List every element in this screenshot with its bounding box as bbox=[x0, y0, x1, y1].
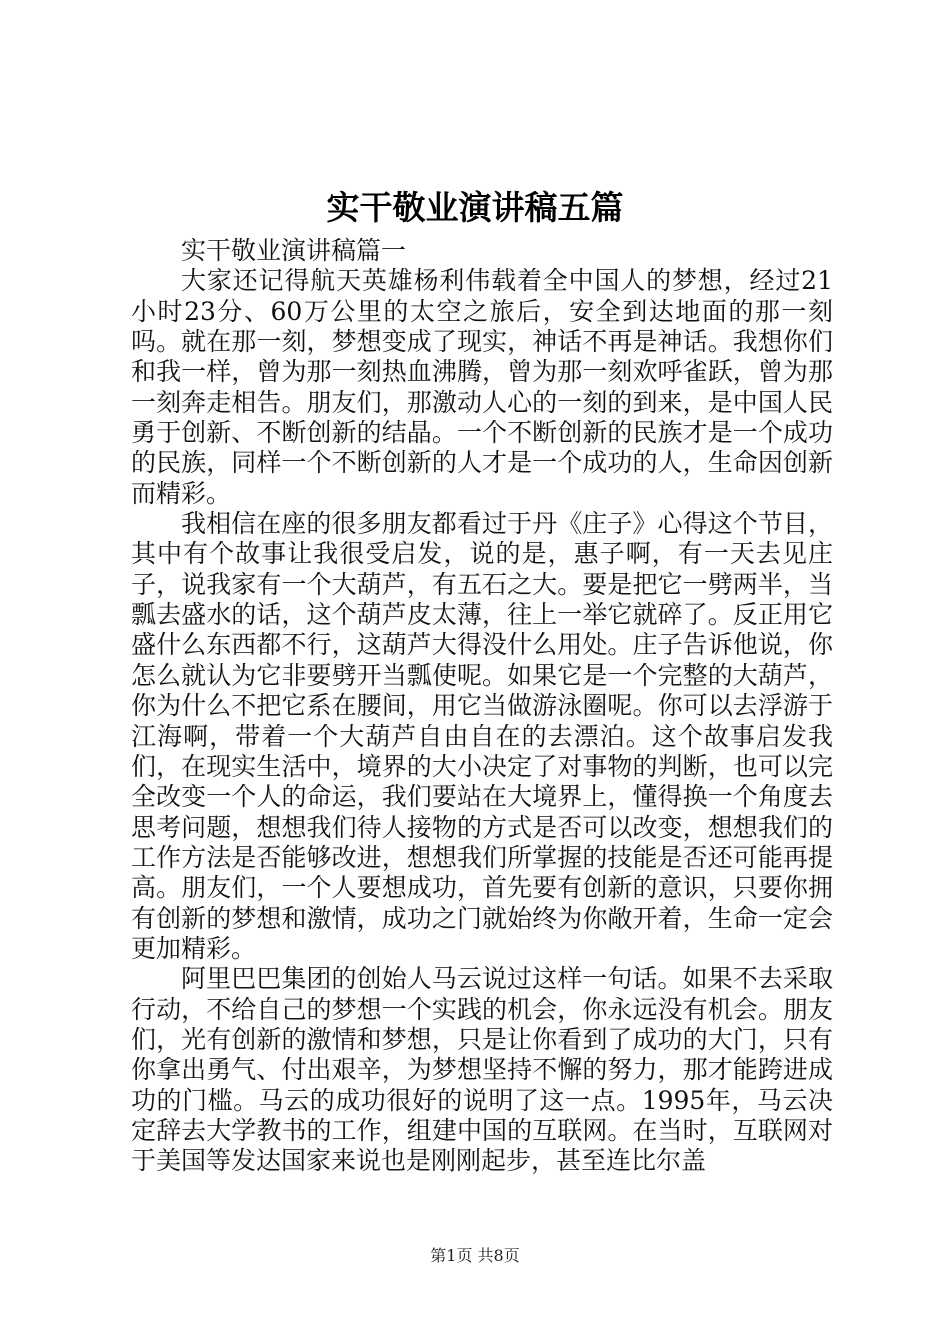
section-heading: 实干敬业演讲稿篇一 bbox=[181, 236, 407, 265]
paragraph: 大家还记得航天英雄杨利伟载着全中国人的梦想，经过21小时23分、60万公里的太空之旅后，安全到达地面的那一刻吗。就在那一刻，梦想变成了现实，神话不再是神话。我想你们和我一样，曾为那一刻热血沸腾，曾为那一刻欢呼雀跃，曾为那一刻奔走相告。朋友们，那激动人心的一刻的到来，是中国人民勇于创新、不断创新的结晶。一个不断创新的民族才是一个成功的民族，同样一个不断创新的人才是一个成功的人，生命因创新而精彩。 bbox=[131, 266, 833, 508]
paragraph: 我相信在座的很多朋友都看过于丹《庄子》心得这个节目，其中有个故事让我很受启发，说的是，惠子啊，有一天去见庄子，说我家有一个大葫芦，有五石之大。要是把它一劈两半，当瓢去盛水的话，这个葫芦皮太薄，往上一举它就碎了。反正用它盛什么东西都不行，这葫芦大得没什么用处。庄子告诉他说，你怎么就认为它非要劈开当瓢使呢。如果它是一个完整的大葫芦，你为什么不把它系在腰间，用它当做游泳圈呢。你可以去浮游于江海啊，带着一个大葫芦自由自在的去漂泊。这个故事启发我们，在现实生活中，境界的大小决定了对事物的判断，也可以完全改变一个人的命运，我们要站在大境界上，懂得换一个角度去思考问题，想想我们待人接物的方式是否可以改变，想想我们的工作方法是否能够改进，想想我们所掌握的技能是否还可能再提高。朋友们，一个人要想成功，首先要有创新的意识，只要你拥有创新的梦想和激情，成功之门就始终为你敞开着，生命一定会更加精彩。 bbox=[131, 509, 833, 963]
paragraph: 阿里巴巴集团的创始人马云说过这样一句话。如果不去采取行动，不给自己的梦想一个实践的机会，你永远没有机会。朋友们，光有创新的激情和梦想，只是让你看到了成功的大门，只有你拿出勇气、付出艰辛，为梦想坚持不懈的努力，那才能跨进成功的门槛。马云的成功很好的说明了这一点。1995年，马云决定辞去大学教书的工作，组建中国的互联网。在当时，互联网对于美国等发达国家来说也是刚刚起步，甚至连比尔盖 bbox=[131, 964, 833, 1176]
document-title: 实干敬业演讲稿五篇 bbox=[326, 188, 624, 227]
document-body bbox=[131, 236, 833, 1177]
page-footer: 第1页 共8页 bbox=[430, 1246, 520, 1265]
